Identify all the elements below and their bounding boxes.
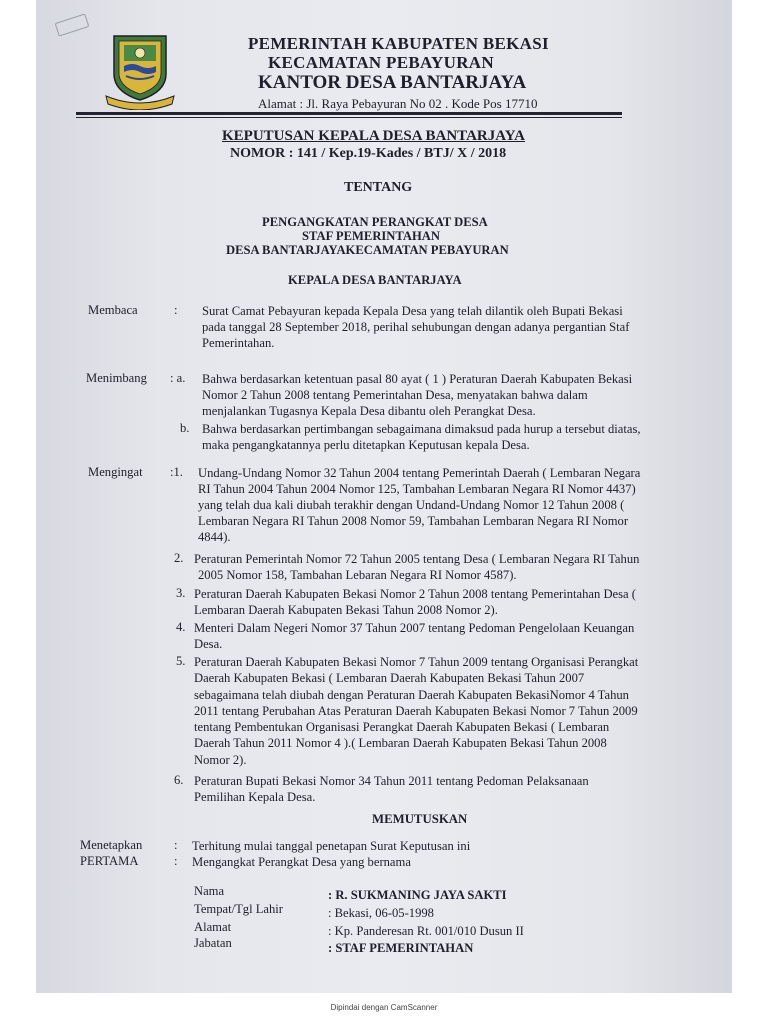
text-line: Surat Camat Pebayuran kepada Kepala Desa yang telah dilantik oleh Bupati Bekasi [202,304,623,318]
person-value-name: : R. SUKMANING JAYA SAKTI [328,888,507,902]
decree-number: NOMOR : 141 / Kep.19-Kades / BTJ/ X / 2018 [230,146,507,161]
menimbang-b-marker: b. [180,421,190,435]
text-line: menjalankan Tugasnya Kepala Desa dibantu oleh Perangkat Desa. [202,404,536,418]
text-line: Bahwa berdasarkan ketentuan pasal 80 ayat ( 1 ) Peraturan Daerah Kabupaten Bekasi [202,372,633,386]
text-line: Daerah Kabupaten Bekasi ( Lembaran Daerah Kabupaten Bekasi Tahun 2007 [194,671,585,686]
membaca-colon: : [174,303,178,317]
mengingat-item-5 [194,654,638,768]
text-line: Lembaran Negara RI Tahun 2008 Nomor 59, Tambahan Lembaran Negara RI Nomor [198,514,629,528]
text-line: maka pengangkatannya perlu ditetapkan Keputusan kepala Desa. [202,438,530,452]
header-rule-thin [76,117,622,118]
text-line: Lembaran Daerah Kabupaten Bekasi Tahun 2008 Nomor 2). [194,603,498,617]
document-page [36,0,732,993]
decree-authority: KEPALA DESA BANTARJAYA [288,273,462,287]
membaca-text [202,303,629,351]
text-line: Peraturan Daerah Kabupaten Bekasi Nomor 7 Tahun 2009 tentang Organisasi Perangkat [194,655,639,669]
menimbang-colon: : a. [170,371,186,385]
text-line: Undang-Undang Nomor 32 Tahun 2004 tentang Pemerintah Daerah ( Lembaran Negara [198,466,641,480]
mengingat-marker-3: 3. [176,586,186,600]
header-subdistrict: KECAMATAN PEBAYURAN [268,53,494,72]
text-line: Bahwa berdasarkan pertimbangan sebagaimana dimaksud pada hurup a tersebut diatas, [202,422,641,436]
pertama-text: Mengangkat Perangkat Desa yang bernama [192,855,411,869]
text-line: pada tanggal 28 September 2018, perihal sehubungan dengan adanya pergantian Staf [202,320,630,334]
mengingat-item-2 [194,551,639,583]
header-office: KANTOR DESA BANTARJAYA [258,72,527,93]
pertama-colon: : [174,854,178,868]
text-line: Daerah Tahun 2011 Nomor 4 ).( Lembaran Daerah Kabupaten Bekasi Tahun 2008 [194,736,607,751]
pertama-label: PERTAMA [80,854,139,868]
mengingat-marker-6: 6. [174,773,184,787]
scanner-watermark: Dipindai dengan CamScanner [330,1003,438,1012]
menimbang-label: Menimbang [86,371,147,385]
mengingat-marker-4: 4. [176,620,186,634]
mengingat-item-4 [194,620,634,652]
mengingat-item-6 [194,773,589,805]
text-line: Menteri Dalam Negeri Nomor 37 Tahun 2007 tentang Pedoman Pengelolaan Keuangan [194,621,635,635]
person-value-position: : STAF PEMERINTAHAN [328,941,474,955]
text-line: Nomor 2). [194,752,247,767]
paper-mark [55,13,90,36]
text-line: Desa. [194,637,223,651]
mengingat-marker-5: 5. [176,654,186,668]
menimbang-item-a [202,371,632,419]
person-label-address: Alamat [194,920,232,934]
membaca-label: Membaca [88,303,138,317]
header-rule [76,112,622,115]
text-line: Peraturan Pemerintah Nomor 72 Tahun 2005 tentang Desa ( Lembaran Negara RI Tahun [194,552,640,566]
text-line: Peraturan Daerah Kabupaten Bekasi Nomor 2 Tahun 2008 tentang Pemerintahan Desa ( [194,587,636,601]
person-label-position: Jabatan [194,936,232,950]
text-line: 2011 tentang Perubahan Atas Peraturan Daerah Kabupaten Bekasi Nomor 7 Tahun 2009 [194,703,638,718]
menimbang-item-b [202,421,641,453]
text-line: Nomor 2 Tahun 2008 tentang Pemerintahan Desa, menyatakan bahwa dalam [202,388,588,402]
regency-emblem-icon [102,30,178,110]
text-line: Peraturan Bupati Bekasi Nomor 34 Tahun 2011 tentang Pedoman Pelaksanaan [194,774,589,788]
text-line: 2005 Nomor 158, Tambahan Lebaran Negara RI Nomor 4587). [198,568,517,582]
header-government: PEMERINTAH KABUPATEN BEKASI [248,34,549,53]
person-label-name: Nama [194,884,225,898]
decree-title: KEPUTUSAN KEPALA DESA BANTARJAYA [222,128,525,144]
mengingat-item-1 [198,465,640,545]
decree-subject-2: STAF PEMERINTAHAN [302,229,440,243]
decree-subject-3: DESA BANTARJAYAKECAMATAN PEBAYURAN [226,243,509,257]
text-line: Pemilihan Kepala Desa. [194,790,316,804]
mengingat-label: Mengingat [88,465,143,479]
menetapkan-colon: : [174,838,178,852]
text-line: Pemerintahan. [202,336,275,350]
decree-tentang: TENTANG [344,180,413,195]
menetapkan-label: Menetapkan [80,838,143,852]
person-value-address: : Kp. Panderesan Rt. 001/010 Dusun II [328,924,524,938]
decree-subject-1: PENGANGKATAN PERANGKAT DESA [262,215,488,229]
text-line: sebagaimana telah diubah dengan Peraturan Daerah Kabupaten BekasiNomor 4 Tahun [194,687,629,702]
person-label-birth: Tempat/Tgl Lahir [194,902,283,916]
text-line: tentang Pembentukan Organisasi Perangkat Daerah Kabupaten Bekasi ( Lembaran [194,720,610,735]
text-line: 4844). [198,530,231,544]
mengingat-marker-2: 2. [174,551,184,565]
text-line: RI Tahun 2004 Tahun 2004 Nomor 125, Tambahan Lembaran Negara RI Nomor 4437) [198,482,636,496]
mengingat-item-3 [194,586,636,618]
menetapkan-text: Terhitung mulai tanggal penetapan Surat Keputusan ini [192,839,471,853]
person-value-birth: : Bekasi, 06-05-1998 [328,906,434,920]
text-line: yang telah dua kali diubah terakhir dengan Undand-Undang Nomor 12 Tahun 2008 ( [198,498,625,512]
header-address: Alamat : Jl. Raya Pebayuran No 02 . Kode Pos 17710 [258,96,538,111]
memutuskan-heading: MEMUTUSKAN [372,812,468,826]
mengingat-colon: :1. [170,465,183,479]
